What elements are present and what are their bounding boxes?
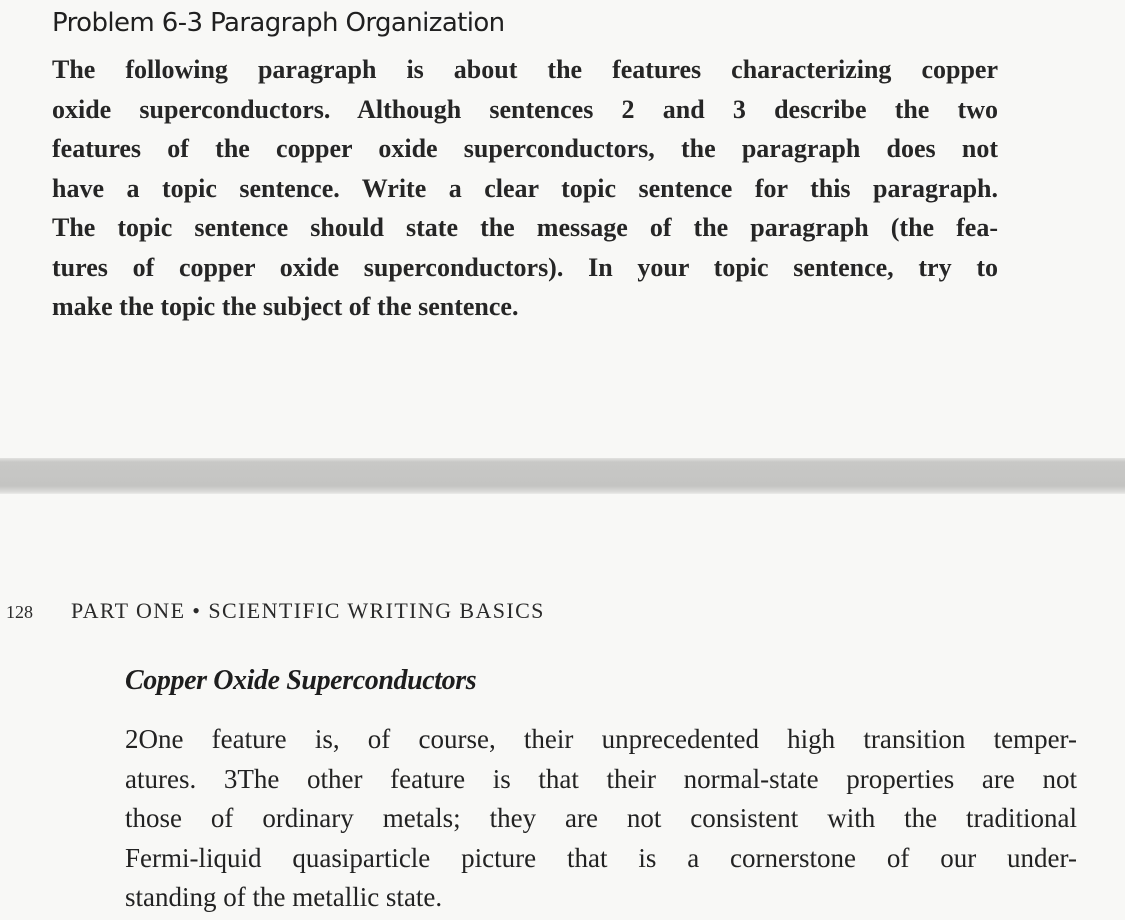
- problem-paragraph: [52, 50, 998, 327]
- problem-line: oxide superconductors. Although sentences 2 and 3 describe the two: [52, 94, 998, 124]
- problem-line: The topic sentence should state the message of the paragraph (the fea-: [52, 213, 998, 242]
- section-line: atures. 3The other feature is that their normal-state properties are not: [125, 763, 1077, 794]
- section-line: Fermi-liquid quasiparticle picture that is a cornerstone of our under-: [125, 842, 1077, 873]
- running-head-text: PART ONE • SCIENTIFIC WRITING BASICS: [71, 598, 545, 623]
- page-separator: [0, 458, 1125, 494]
- section-line: those of ordinary metals; they are not consistent with the traditional: [125, 803, 1077, 833]
- problem-heading: Problem 6-3 Paragraph Organization: [52, 8, 505, 38]
- section-line: 2One feature is, of course, their unprecedented high transition temper-: [125, 724, 1077, 754]
- running-head: [6, 598, 545, 624]
- problem-line: make the topic the subject of the sentence.: [52, 292, 519, 321]
- problem-line: features of the copper oxide superconductors, the paragraph does not: [52, 134, 998, 163]
- section-line: standing of the metallic state.: [125, 882, 443, 912]
- section-title: Copper Oxide Superconductors: [125, 665, 477, 696]
- page-number: 128: [6, 602, 33, 622]
- section-paragraph: [125, 720, 1077, 918]
- problem-line: tures of copper oxide superconductors). In your topic sentence, try to: [52, 252, 998, 282]
- problem-line: have a topic sentence. Write a clear topic sentence for this paragraph.: [52, 173, 998, 203]
- problem-line: The following paragraph is about the features characterizing copper: [52, 55, 998, 84]
